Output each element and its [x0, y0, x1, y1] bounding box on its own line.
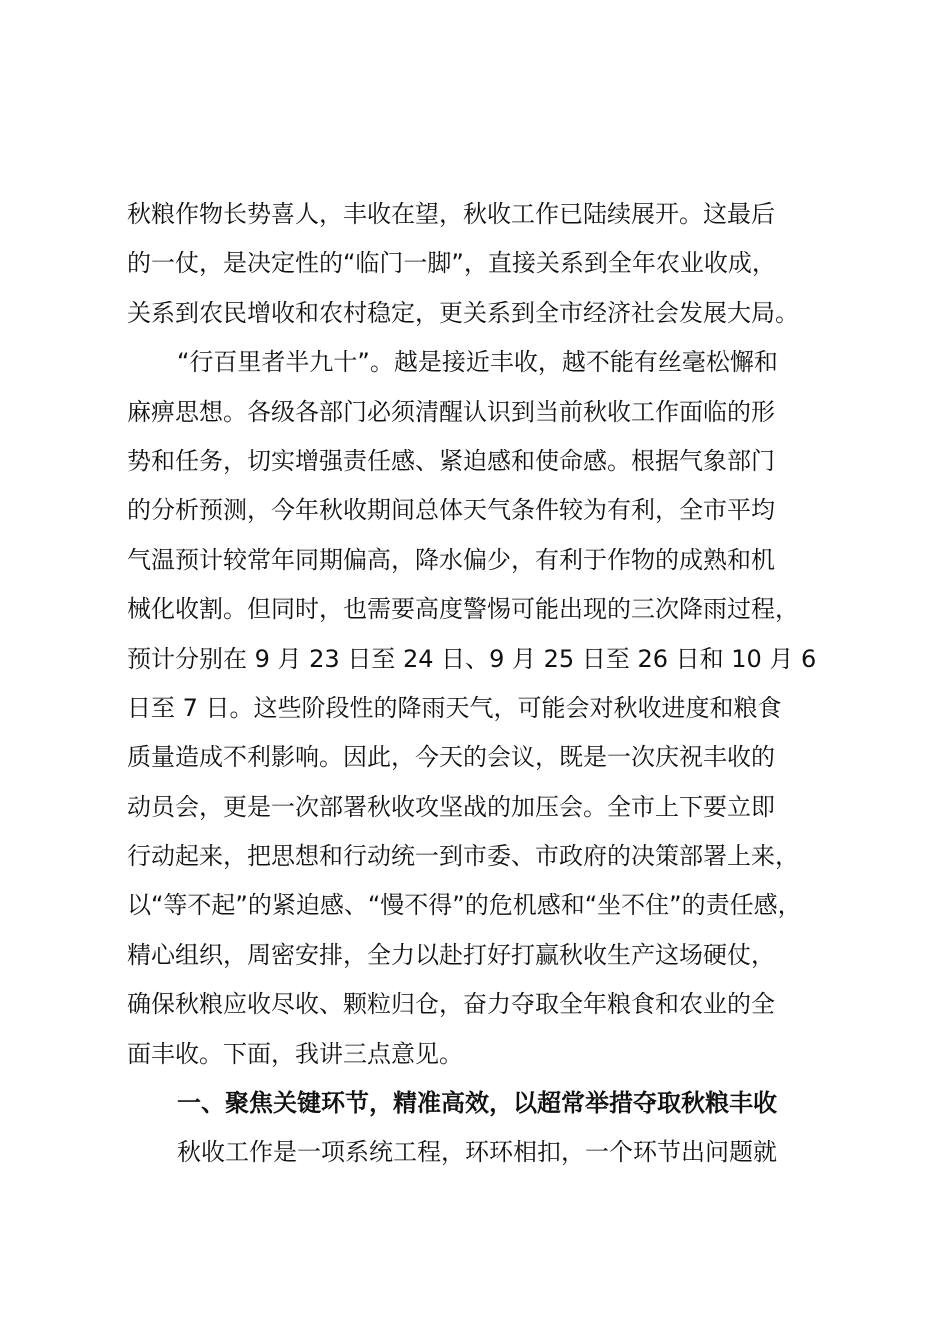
- text-line: 秋粮作物长势喜人，丰收在望，秋收工作已陆续展开。这最后: [127, 200, 775, 228]
- text-line: 关系到农民增收和农村稳定，更关系到全市经济社会发展大局。: [127, 298, 799, 327]
- text-line: 的分析预测，今年秋收期间总体天气条件较为有利，全市平均: [127, 496, 775, 525]
- text-line: 精心组织，周密安排，全力以赴打好打赢秋收生产这场硬仗，: [127, 940, 775, 969]
- paragraph-first-line: 秋收工作是一项系统工程，环环相扣，一个环节出问题就: [177, 1138, 777, 1167]
- text-line: 的一仗，是决定性的“临门一脚”，直接关系到全年农业收成，: [127, 249, 776, 278]
- text-line: 麻痹思想。各级各部门必须清醒认识到当前秋收工作面临的形: [127, 397, 775, 426]
- text-line: 日至 7 日。这些阶段性的降雨天气，可能会对秋收进度和粮食: [127, 693, 782, 722]
- text-line: 质量造成不利影响。因此，今天的会议，既是一次庆祝丰收的: [127, 743, 775, 772]
- text-line: 确保秋粮应收尽收、颗粒归仓，奋力夺取全年粮食和农业的全: [127, 990, 775, 1019]
- document-body: [127, 190, 827, 1178]
- text-line: 面丰收。下面，我讲三点意见。: [127, 1039, 463, 1068]
- text-line: 械化收割。但同时，也需要高度警惕可能出现的三次降雨过程，: [127, 595, 799, 624]
- text-line: 气温预计较常年同期偏高，降水偏少，有利于作物的成熟和机: [127, 545, 775, 574]
- section-heading: 一、聚焦关键环节，精准高效，以超常举措夺取秋粮丰收: [177, 1089, 777, 1118]
- text-line: 以“等不起”的紧迫感、“慢不得”的危机感和“坐不住”的责任感，: [127, 891, 802, 920]
- text-line: 预计分别在 9 月 23 日至 24 日、9 月 25 日至 26 日和 10 月 6: [127, 644, 817, 673]
- text-line: 动员会，更是一次部署秋收攻坚战的加压会。全市上下要立即: [127, 792, 775, 821]
- text-line: 行动起来，把思想和行动统一到市委、市政府的决策部署上来，: [127, 842, 799, 871]
- text-line: 势和任务，切实增强责任感、紧迫感和使命感。根据气象部门: [127, 446, 775, 475]
- paragraph-first-line: “行百里者半九十”。越是接近丰收，越不能有丝毫松懈和: [177, 348, 778, 377]
